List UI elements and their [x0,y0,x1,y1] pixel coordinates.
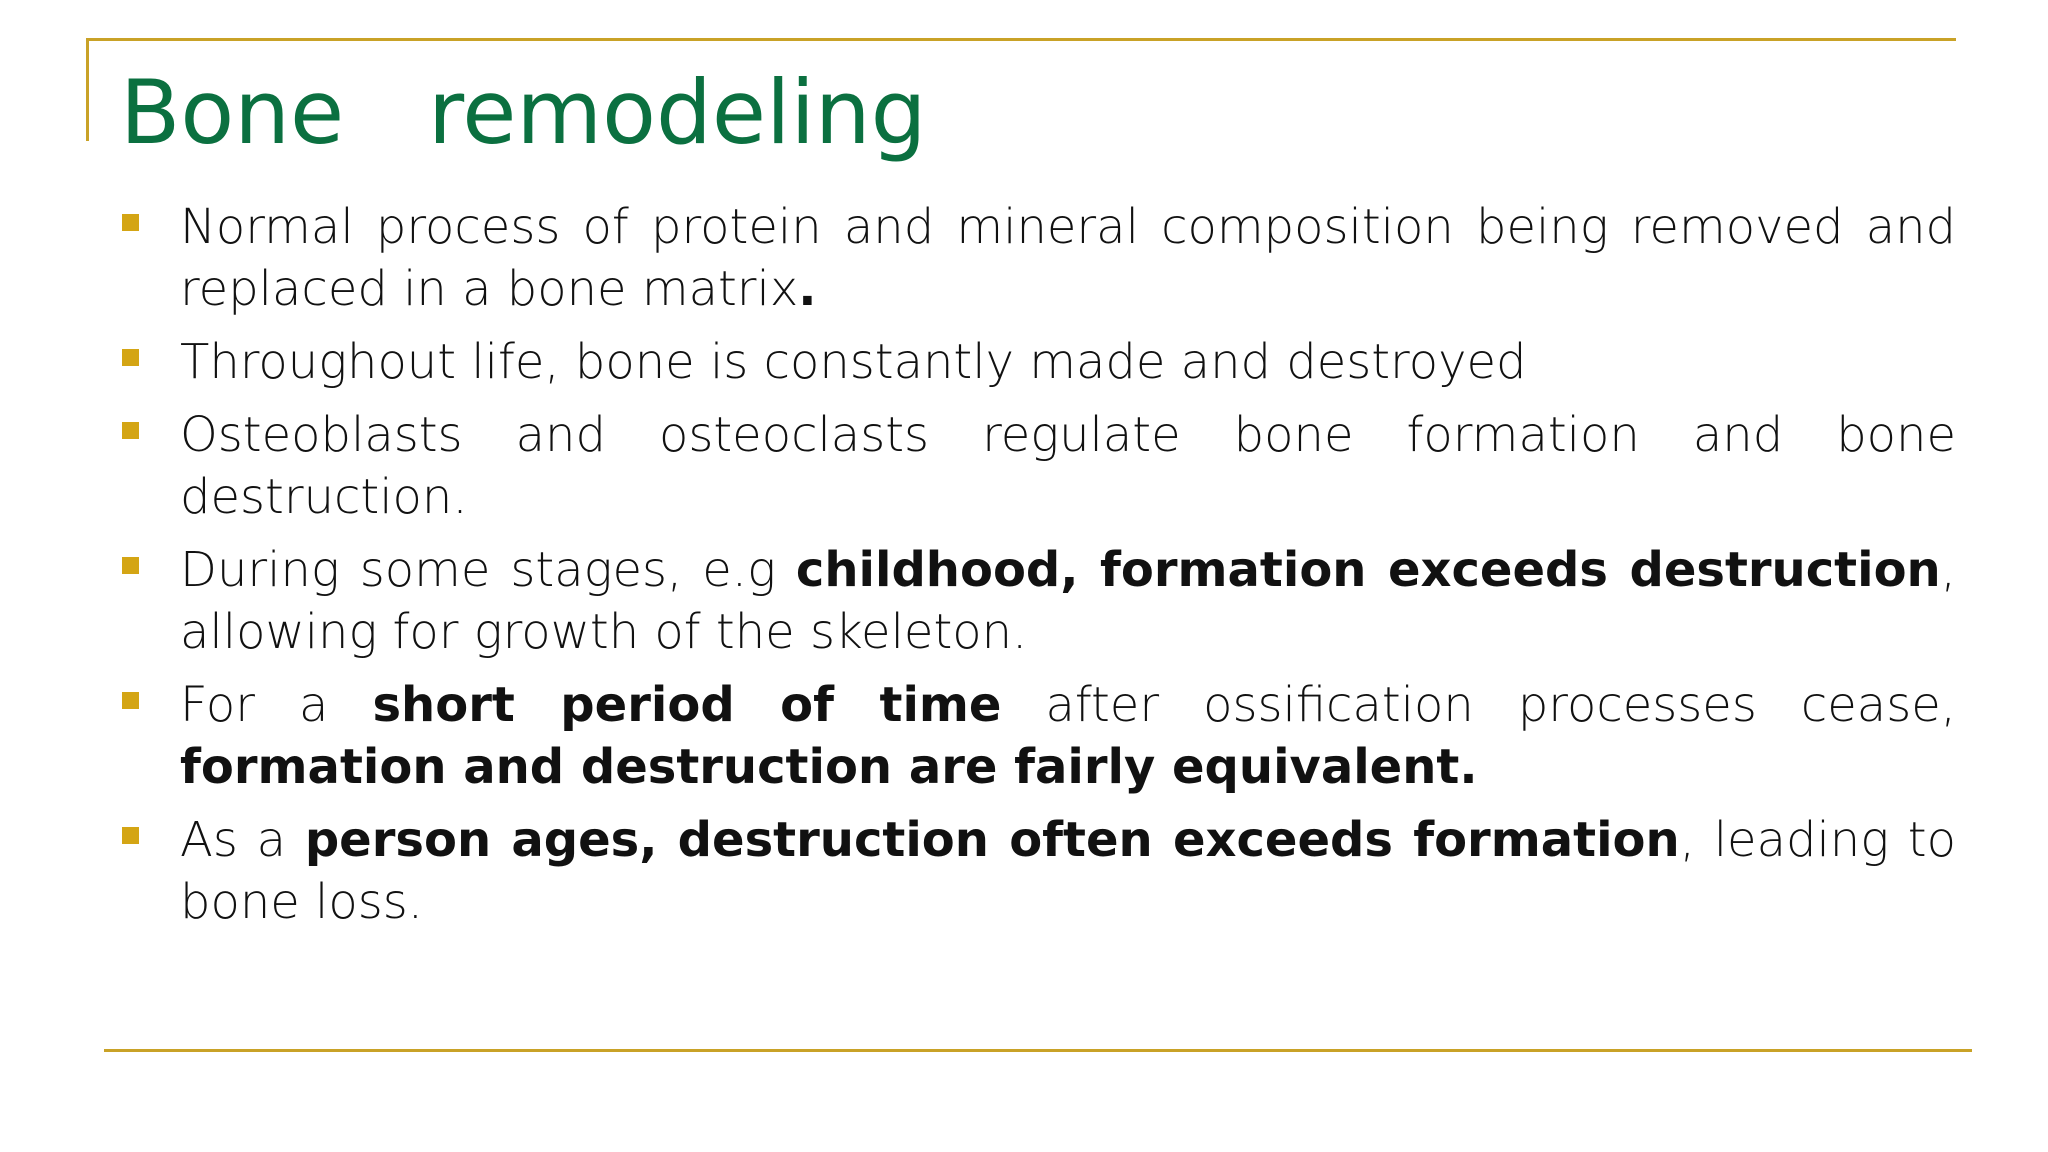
bullet-list [120,196,1956,944]
title-frame-left-rule [86,38,89,141]
slide-title: Bone remodeling [120,61,927,164]
bullet-item-2 [120,331,1956,393]
square-bullet-icon [122,827,139,844]
bullet-text: Throughout life, bone is constantly made and destroyed [180,334,1527,390]
bullet-item-3 [120,404,1956,528]
footer-rule [104,1049,1972,1052]
bullet-item-5 [120,674,1956,798]
square-bullet-icon [122,214,139,231]
bullet-text: , leading to bone loss. [180,812,1956,930]
bullet-item-1 [120,196,1956,320]
bullet-text: For a [180,677,373,733]
title-frame-top-rule [86,38,1956,41]
bullet-text: During some stages, e.g [180,542,796,598]
bullet-item-4 [120,539,1956,663]
square-bullet-icon [122,422,139,439]
bullet-text-bold: . [798,261,817,317]
bullet-text: , allowing for growth of the skeleton. [180,542,1956,660]
bullet-text: Osteoblasts and osteoclasts regulate bone formation and bone destruction. [180,407,1956,525]
bullet-text-bold: formation and destruction are fairly equivalent. [180,739,1478,795]
bullet-text-bold: childhood, formation exceeds destruction [795,542,1941,598]
bullet-text-bold: person ages, destruction often exceeds formation [304,812,1680,868]
square-bullet-icon [122,349,139,366]
bullet-text: Normal process of protein and mineral composition being removed and replaced in a bone matrix [180,199,1956,317]
square-bullet-icon [122,557,139,574]
square-bullet-icon [122,692,139,709]
bullet-text: after ossification processes cease, [1001,677,1956,733]
bullet-text: As a [180,812,305,868]
bullet-item-6 [120,809,1956,933]
bullet-text-bold: short period of time [372,677,1002,733]
